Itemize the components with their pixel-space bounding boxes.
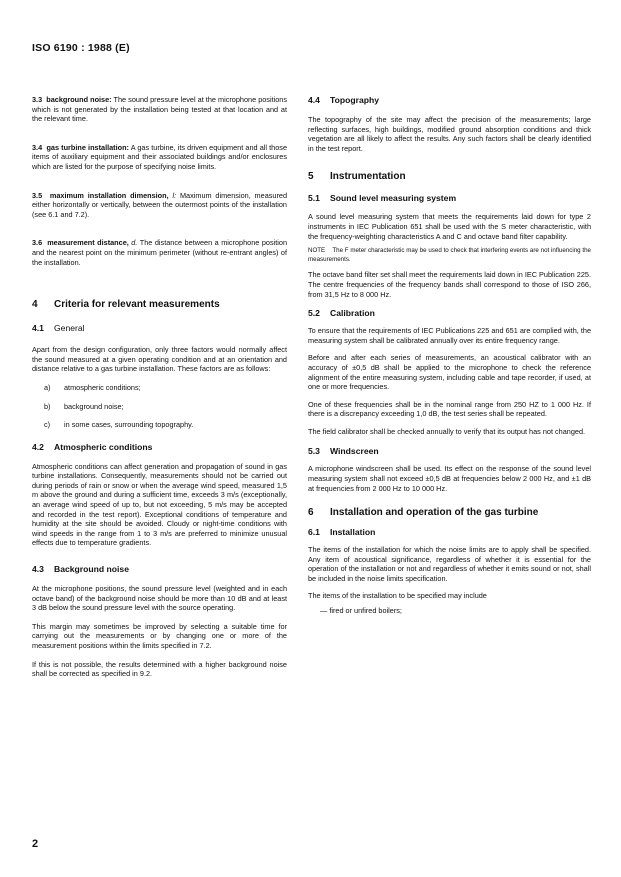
section-4-3-heading: 4.3 Background noise: [32, 564, 129, 575]
section-4-1-heading: 4.1 General: [32, 323, 85, 334]
section-5-2-p4: The field calibrator shall be checked annually to verify that its output has not changed.: [308, 426, 586, 436]
standard-header: ISO 6190 : 1988 (E): [32, 42, 130, 54]
section-5-1-heading: 5.1 Sound level measuring system: [308, 193, 457, 204]
section-4-heading: 4 Criteria for relevant measurements: [32, 299, 220, 311]
definition-3-3: 3.3 background noise: The sound pressure level at the microphone positions which is not generated by the installation being tested at that location and at the relevant time.: [32, 95, 287, 124]
section-4-2-heading: 4.2 Atmospheric conditions: [32, 441, 153, 452]
section-6-heading: 6 Installation and operation of the gas turbine: [308, 507, 539, 519]
section-4-4-heading: 4.4 Topography: [308, 95, 380, 105]
section-6-1-p2: The items of the installation to be specified may include: [308, 590, 487, 600]
factor-list: [32, 383, 287, 430]
definition-3-4: 3.4 gas turbine installation: A gas turbine, its driven equipment and all those items of auxiliary equipment and their associated buildings and/or enclosures which are listed for the purpose of specifying noise limits.: [32, 142, 288, 171]
section-4-3-p3: If this is not possible, the results determined with a higher background noise shall be corrected as specified in 9.2.: [32, 659, 287, 679]
section-5-2-p1: To ensure that the requirements of IEC Publications 225 and 651 are complied with, the measuring system shall be calibrated annually over its entire frequency range.: [308, 326, 591, 345]
list-item: c) in some cases, surrounding topography.: [44, 420, 194, 430]
section-5-2-p3: One of these frequencies shall be in the nominal range from 250 HZ to 1 000 Hz. If there is a discrepancy exceeding 1,0 dB, the test series shall be repeated.: [308, 399, 591, 419]
section-4-3-p2: This margin may sometimes be improved by selecting a suitable time for carrying out the measurements or by changing one or more of the measurement positions within the limits specified in 7.2.: [32, 621, 287, 650]
section-5-heading: 5 Instrumentation: [308, 171, 406, 183]
list-item: b) background noise;: [44, 401, 124, 411]
section-4-1-intro: Apart from the design configuration, only three factors would normally affect the sound measured at a given operating condition and at an orientation and distance relative to a gas turbine installation. These factors are as follows:: [32, 345, 287, 374]
list-item: a) atmospheric conditions;: [44, 382, 141, 392]
section-5-1-p2: The octave band filter set shall meet the requirements laid down in IEC Publication 225. The centre frequencies of the frequency bands shall correspond to those of ISO 266, from 31,5 Hz to 8 000 Hz.: [308, 270, 591, 299]
left-column: [32, 95, 287, 679]
section-5-3-heading: 5.3 Windscreen: [308, 446, 379, 457]
list-item: — fired or unfired boilers;: [320, 606, 402, 616]
section-4-3-p1: At the microphone positions, the sound pressure level (weighted and in each octave band) of the background noise should be more than 10 dB and at least 3 dB below the sound pressure level with the source operating.: [32, 584, 287, 613]
right-column: [308, 95, 591, 616]
section-6-1-p1: The items of the installation for which the noise limits are to apply shall be specified. Any item of acoustical significance, regardless of whether it is essential for the operation of the installation or not and regardless of whether it emits sound or not, shall be included in the noise limits specification.: [308, 545, 591, 584]
definition-3-5: 3.5 maximum installation dimension, l: Maximum dimension, measured either horizontally or vertically, between the outermost points of the installation (see 6.1 and 7.2).: [32, 190, 288, 219]
definition-3-6: 3.6 measurement distance, d. The distance between a microphone position and the nearest point on the minimum perimeter (without re-entrant angles) of the installation.: [32, 238, 287, 267]
section-5-3-text: A microphone windscreen shall be used. Its effect on the response of the sound level measuring system shall not exceed ±0,5 dB at frequencies below 2 000 Hz, and ±1 dB at frequencies from 2 000 Hz to 10 000 Hz.: [308, 464, 591, 493]
section-5-2-heading: 5.2 Calibration: [308, 308, 375, 319]
section-4-4-text: The topography of the site may affect the precision of the measurements; large reflecting surfaces, high buildings, modified ground absorption conditions and thick vegetation are all likely to affect the results. Any such factors shall be clearly identified in the test report.: [308, 115, 591, 153]
section-4-2-text: Atmospheric conditions can affect generation and propagation of sound in gas turbine installations. Consequently, measurements should not be carried out during periods of rain or snow or when the average wind speed, measured 1,5 m above the ground and during a sufficient time, exceeds 3 m/s (exceptionally, an average wind speed of up to, but not exceeding, 5 m/s may be accepted and recorded in the test report). Exceptional conditions of temperature and humidity at the site should be avoided. Cloudy or night-time conditions with wind speeds in the range from 1 to 3 m/s are preferred to minimize unusual effects due to temperature gradients.: [32, 461, 287, 548]
section-5-1-note: NOTE The F meter characteristic may be used to check that interfering events are not influencing the measurements.: [308, 247, 591, 263]
section-5-2-p2: Before and after each series of measurements, an acoustical calibrator with an accuracy of ±0,5 dB shall be applied to the microphone to check the reference alignment of the entire measuring system, including cable and tape recorder, if used, at one or more frequencies.: [308, 353, 591, 392]
section-6-1-heading: 6.1 Installation: [308, 527, 376, 538]
section-5-1-p1: A sound level measuring system that meets the requirements laid down for type 2 instruments in IEC Publication 651 shall be used with the S meter characteristic, with the frequency-weighting characteristics A and C and octave band filter capability.: [308, 212, 591, 241]
page-number: 2: [32, 838, 39, 850]
